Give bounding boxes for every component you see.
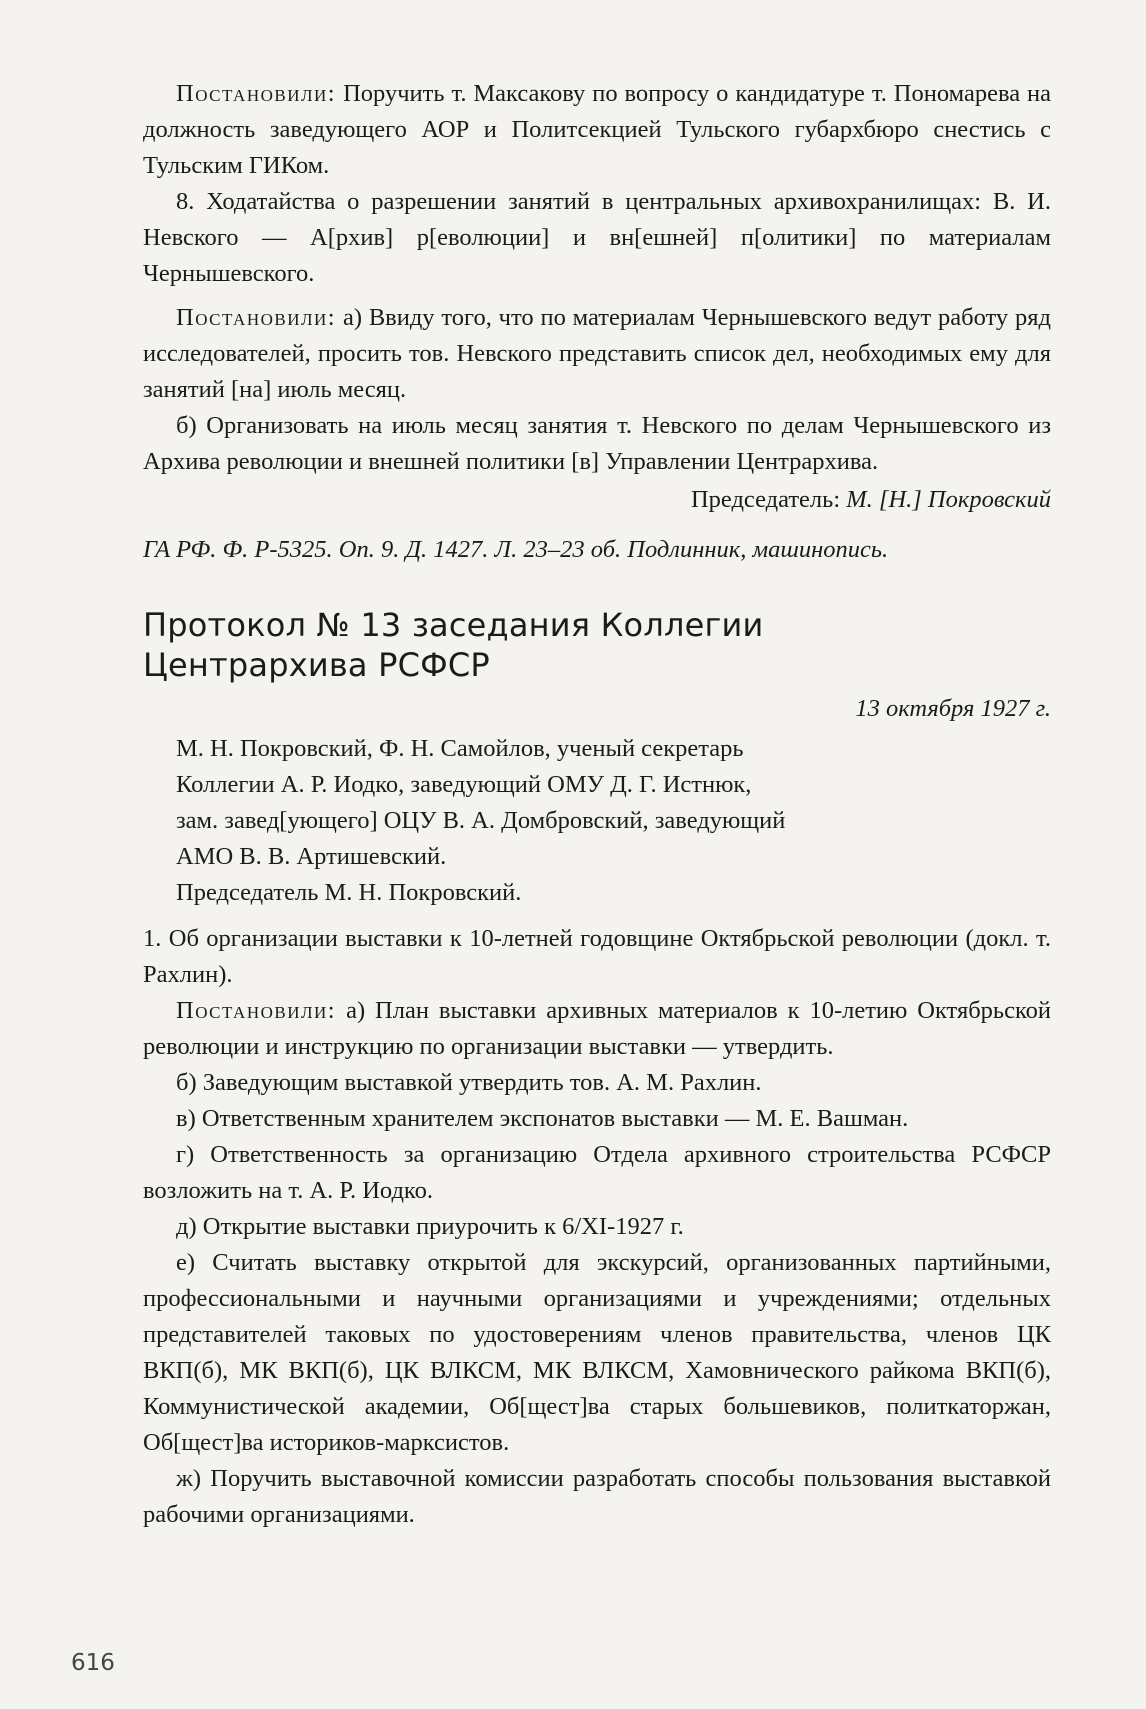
resolution-exhibition-a [143, 993, 1051, 1065]
protocol-title-line1: Протокол № 13 заседания Коллегии [143, 606, 764, 644]
resolution-b: б) Организовать на июль месяц занятия т. Невского по делам Чернышевского из Архива революции и внешней политики [в] Управлении Центрархива. [143, 412, 1051, 475]
resolution-exhibition-v: в) Ответственным хранителем экспонатов выставки — М. Е. Вашман. [176, 1105, 909, 1132]
resolved-label: Постановили: [176, 997, 337, 1024]
signature-name: М. [Н.] Покровский [846, 486, 1051, 513]
attendees-line: М. Н. Покровский, Ф. Н. Самойлов, ученый секретарь [176, 735, 744, 762]
archival-source: ГА РФ. Ф. Р-5325. Оп. 9. Д. 1427. Л. 23–23 об. Подлинник, машинопись. [143, 536, 889, 563]
attendees-list [143, 731, 1051, 911]
agenda-item-1: 1. Об организации выставки к 10-летней годовщине Октябрьской революции (докл. т. Рахлин). [143, 925, 1051, 988]
protocol-title [143, 605, 1051, 685]
resolved-label: Постановили: [176, 80, 337, 107]
resolved-label: Постановили: [176, 304, 337, 331]
resolution-exhibition-zh: ж) Поручить выставочной комиссии разработать способы пользования выставкой рабочими организациями. [143, 1465, 1051, 1528]
resolution-exhibition-b: б) Заведующим выставкой утвердить тов. А. М. Рахлин. [176, 1069, 762, 1096]
resolution-paragraph [143, 76, 1051, 184]
resolution-a-text: а) Ввиду того, что по материалам Чернышевского ведут работу ряд исследователей, просить тов. Невского представить список дел, необходимых ему для занятий [на] июль месяц. [143, 304, 1051, 403]
item-8: 8. Ходатайства о разрешении занятий в центральных архивохранилищах: В. И. Невского — А[рхив] р[еволюции] и вн[ешней] п[олитики] по материалам Чернышевского. [143, 188, 1051, 287]
page-body [143, 76, 1051, 1533]
resolution-exhibition-g: г) Ответственность за организацию Отдела архивного строительства РСФСР возложить на т. А. Р. Иодко. [143, 1141, 1051, 1204]
attendees-line: Коллегии А. Р. Иодко, заведующий ОМУ Д. Г. Истнюк, [176, 771, 752, 798]
resolution-exhibition-a-text: а) План выставки архивных материалов к 10-летию Октябрьской революции и инструкцию по организации выставки — утвердить. [143, 997, 1051, 1060]
signature [143, 482, 1051, 518]
attendees-line: АМО В. В. Артишевский. [176, 843, 447, 870]
resolution-a [143, 300, 1051, 408]
page-number: 616 [71, 1650, 115, 1676]
chairman: Председатель М. Н. Покровский. [176, 879, 522, 906]
protocol-date: 13 октября 1927 г. [855, 695, 1051, 722]
resolution-exhibition-e: е) Считать выставку открытой для экскурсий, организованных партийными, профессиональными и научными организациями и учреждениями; отдельных представителей таковых по удостоверениям членов правительства, членов ЦК ВКП(б), МК ВКП(б), ЦК ВЛКСМ, МК ВЛКСМ, Хамовнического райкома ВКП(б), Коммунистической академии, Об[щест]ва старых большевиков, политкаторжан, Об[щест]ва историков-марксистов. [143, 1249, 1051, 1456]
resolution-text: Поручить т. Максакову по вопросу о кандидатуре т. Пономарева на должность заведующего АОР и Политсекцией Тульского губархбюро снестись с Тульским ГИКом. [143, 80, 1051, 179]
protocol-title-line2: Центрархива РСФСР [143, 646, 490, 684]
resolution-exhibition-d: д) Открытие выставки приурочить к 6/XI-1927 г. [176, 1213, 684, 1240]
attendees-line: зам. завед[ующего] ОЦУ В. А. Домбровский, заведующий [176, 807, 786, 834]
signature-label: Председатель: [690, 486, 841, 513]
